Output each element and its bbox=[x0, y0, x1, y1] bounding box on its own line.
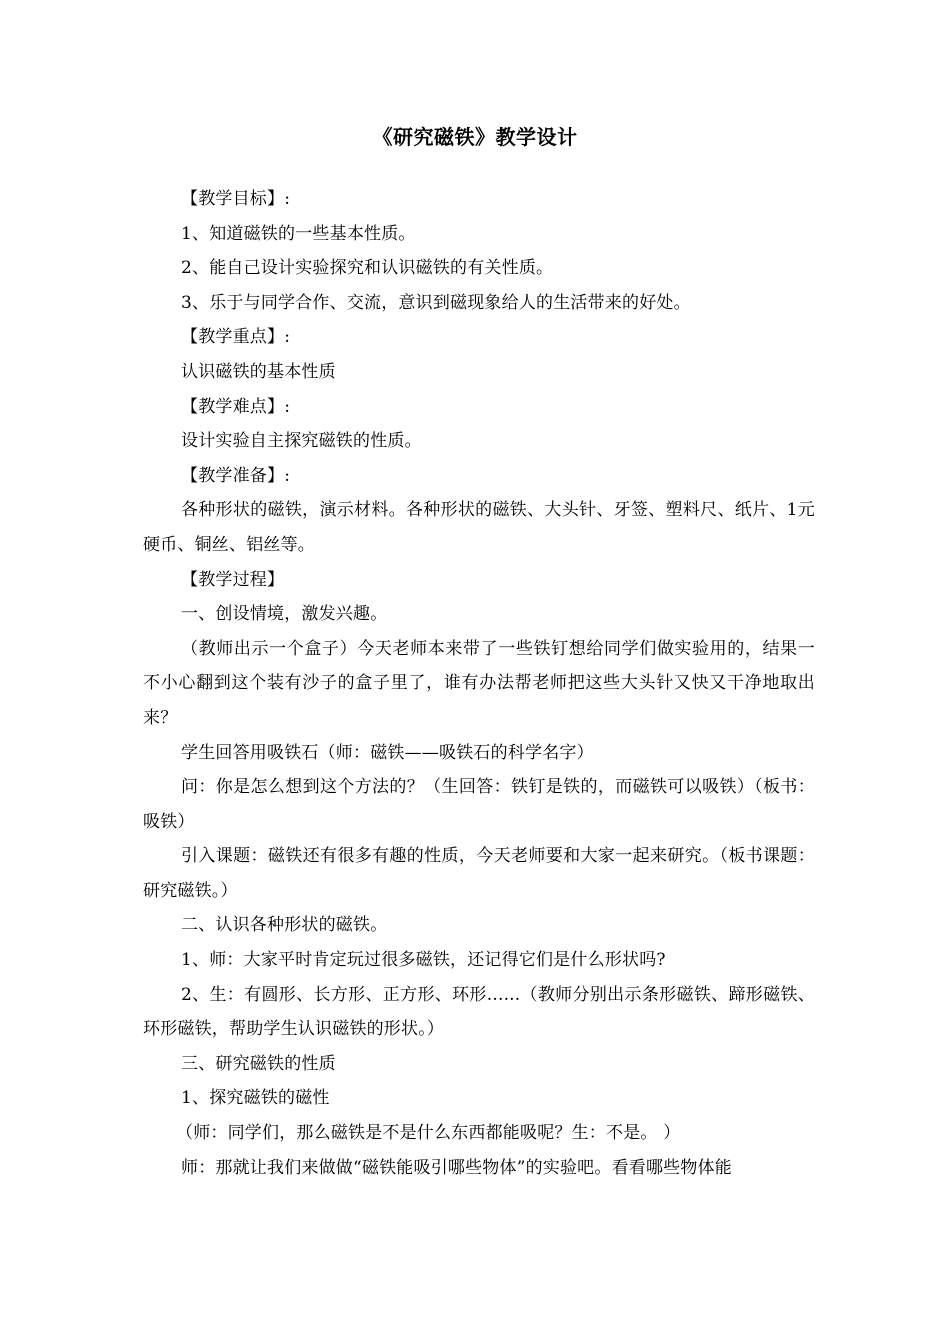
key-points-text: 认识磁铁的基本性质 bbox=[181, 361, 336, 382]
process-step-heading: 一、创设情境，激发兴趣。 bbox=[181, 604, 388, 625]
process-paragraph: （师：同学们，那么磁铁是不是什么东西都能吸呢？生：不是。 ） bbox=[176, 1123, 681, 1144]
process-paragraph: 师：那就让我们来做做“磁铁能吸引哪些物体”的实验吧。看看哪些物体能 bbox=[181, 1157, 732, 1178]
section-heading-key-points: 【教学重点】: bbox=[181, 327, 291, 348]
process-paragraph: 2、生：有圆形、长方形、正方形、环形......（教师分别出示条形磁铁、蹄形磁铁、环形磁铁，帮助学生认识磁铁的形状。） bbox=[143, 984, 815, 1040]
process-step-heading: 二、认识各种形状的磁铁。 bbox=[181, 915, 388, 936]
process-paragraph: （教师出示一个盒子）今天老师本来带了一些铁钉想给同学们做实验用的，结果一不小心翻到这个装有沙子的盒子里了，谁有办法帮老师把这些大头针又快又干净地取出来？ bbox=[143, 638, 815, 728]
objective-item: 2、能自己设计实验探究和认识磁铁的有关性质。 bbox=[181, 258, 554, 279]
difficulties-text: 设计实验自主探究磁铁的性质。 bbox=[181, 431, 422, 452]
preparation-text: 各种形状的磁铁，演示材料。各种形状的磁铁、大头针、牙签、塑料尺、纸片、1元硬币、铜丝、铝丝等。 bbox=[143, 500, 815, 555]
document-body bbox=[143, 182, 815, 1185]
process-paragraph: 1、师：大家平时肯定玩过很多磁铁，还记得它们是什么形状吗? bbox=[181, 950, 666, 971]
process-paragraph: 引入课题：磁铁还有很多有趣的性质，今天老师要和大家一起来研究。（板书课题：研究磁铁。） bbox=[143, 846, 815, 901]
objective-item: 1、知道磁铁的一些基本性质。 bbox=[181, 223, 416, 244]
section-heading-objectives: 【教学目标】: bbox=[181, 189, 291, 209]
document-title: 《研究磁铁》教学设计 bbox=[372, 125, 578, 149]
process-step-heading: 三、研究磁铁的性质 bbox=[181, 1053, 336, 1074]
process-subheading: 1、探究磁铁的磁性 bbox=[181, 1088, 330, 1109]
section-heading-difficulties: 【教学难点】: bbox=[181, 396, 291, 417]
process-paragraph: 问：你是怎么想到这个方法的？（生回答：铁钉是铁的，而磁铁可以吸铁）（板书：吸铁） bbox=[143, 777, 815, 832]
objective-item: 3、乐于与同学合作、交流，意识到磁现象给人的生活带来的好处。 bbox=[181, 292, 691, 313]
process-paragraph: 学生回答用吸铁石（师：磁铁——吸铁石的科学名字） bbox=[181, 742, 594, 763]
section-heading-preparation: 【教学准备】: bbox=[181, 465, 291, 486]
section-heading-process: 【教学过程】 bbox=[181, 569, 285, 590]
